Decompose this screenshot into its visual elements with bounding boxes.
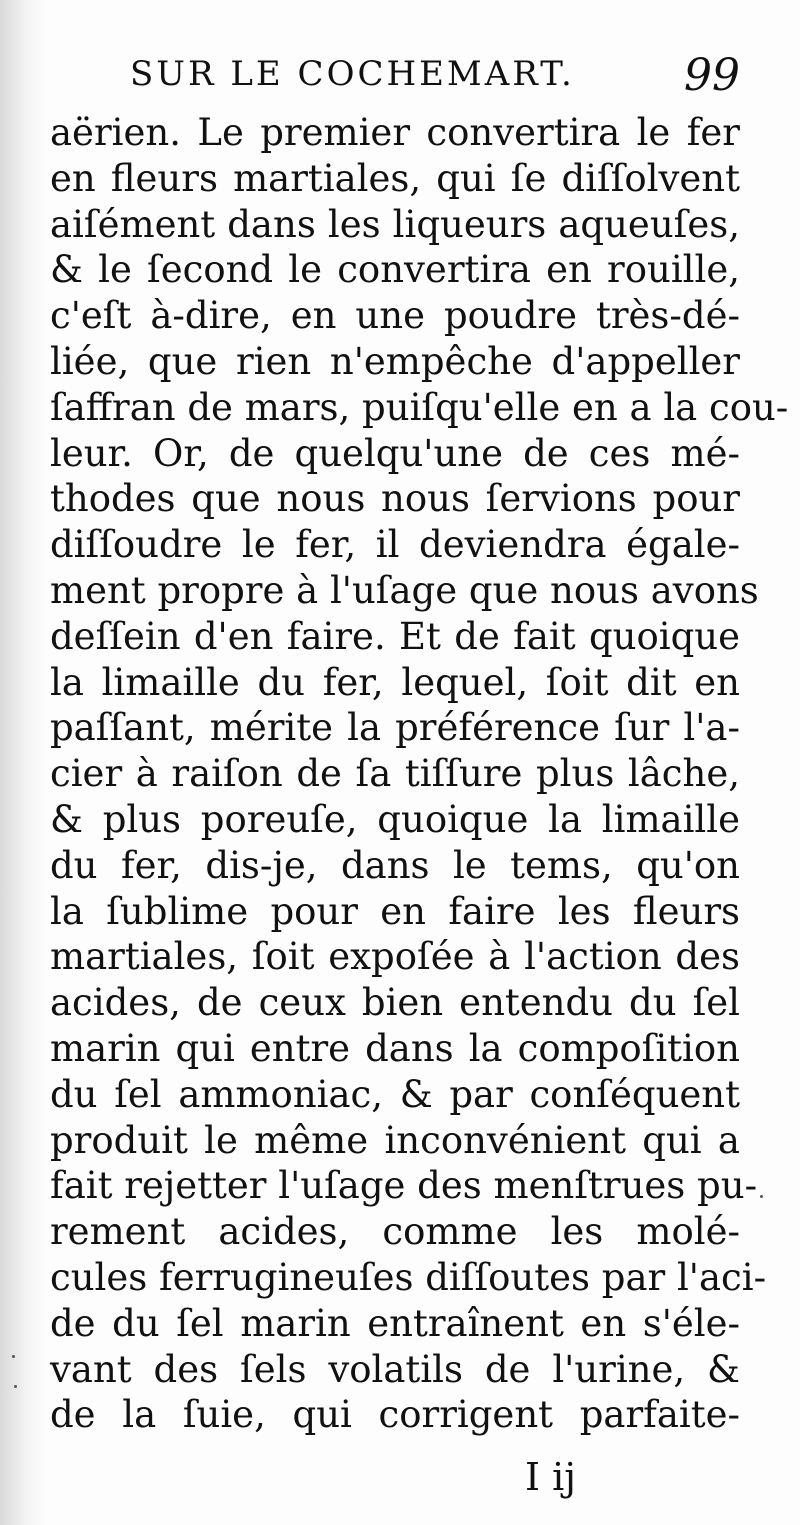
text-line: cier à raiſon de ſa tiſſure plus lâche, — [50, 752, 740, 796]
text-line: & le ſecond le convertira en rouille, — [50, 248, 740, 292]
text-line: deſſein d'en faire. Et de fait quoique — [50, 614, 740, 658]
text-line: aërien. Le premier convertira le fer — [50, 111, 740, 154]
text-line: rement acides, comme les molé- — [50, 1210, 740, 1254]
text-line: produit le même inconvénient qui a — [50, 1118, 740, 1162]
text-line: du ſel ammoniac, & par conſéquent — [50, 1072, 740, 1116]
text-line: & plus poreuſe, quoique la limaille — [50, 797, 740, 841]
text-line: marin qui entre dans la compoſition — [50, 1026, 740, 1070]
text-line: thodes que nous nous ſervions pour — [50, 477, 740, 521]
text-line: de la ſuie, qui corrigent parfaite- — [50, 1393, 740, 1437]
text-line: paſſant, mérite la préférence ſur l'a- — [50, 706, 740, 750]
text-line: la limaille du fer, lequel, ſoit dit en — [50, 660, 740, 704]
text-line: vant des ſels volatils de l'urine, & — [50, 1347, 740, 1391]
text-line: leur. Or, de quelqu'une de ces mé- — [50, 431, 740, 475]
text-line: liée, que rien n'empêche d'appeller — [50, 339, 740, 383]
text-line: en fleurs martiales, qui ſe diſſolvent — [50, 156, 740, 200]
page-gutter-shadow — [0, 0, 46, 1525]
running-title: SUR LE COCHEMART. — [130, 54, 575, 94]
page-header — [130, 50, 740, 110]
text-line: aiſément dans les liqueurs aqueuſes, — [50, 202, 740, 246]
text-line: ſaffran de mars, puiſqu'elle en a la cou- — [50, 385, 789, 429]
text-line: du fer, dis-je, dans le tems, qu'on — [50, 843, 740, 887]
ink-speck — [14, 1385, 17, 1388]
text-line: acides, de ceux bien entendu du ſel — [50, 981, 740, 1025]
text-line: la ſublime pour en faire les fleurs — [50, 889, 740, 933]
text-line: martiales, ſoit expoſée à l'action des — [50, 935, 740, 979]
ink-speck — [12, 1355, 15, 1358]
page-number: 99 — [684, 50, 740, 101]
text-line: ment propre à l'uſage que nous avons — [50, 568, 759, 612]
ink-speck — [760, 1195, 763, 1198]
body-text — [50, 110, 789, 1438]
text-line: diſſoudre le fer, il deviendra égale- — [50, 523, 740, 567]
text-line: c'eſt à-dire, en une poudre très-dé- — [50, 294, 740, 338]
text-line: fait rejetter l'uſage des menſtrues pu- — [50, 1164, 758, 1208]
signature-mark: I ij — [525, 1455, 577, 1499]
text-line: de du ſel marin entraînent en s'éle- — [50, 1301, 740, 1345]
text-line: cules ferrugineuſes diſſoutes par l'aci- — [50, 1255, 767, 1299]
